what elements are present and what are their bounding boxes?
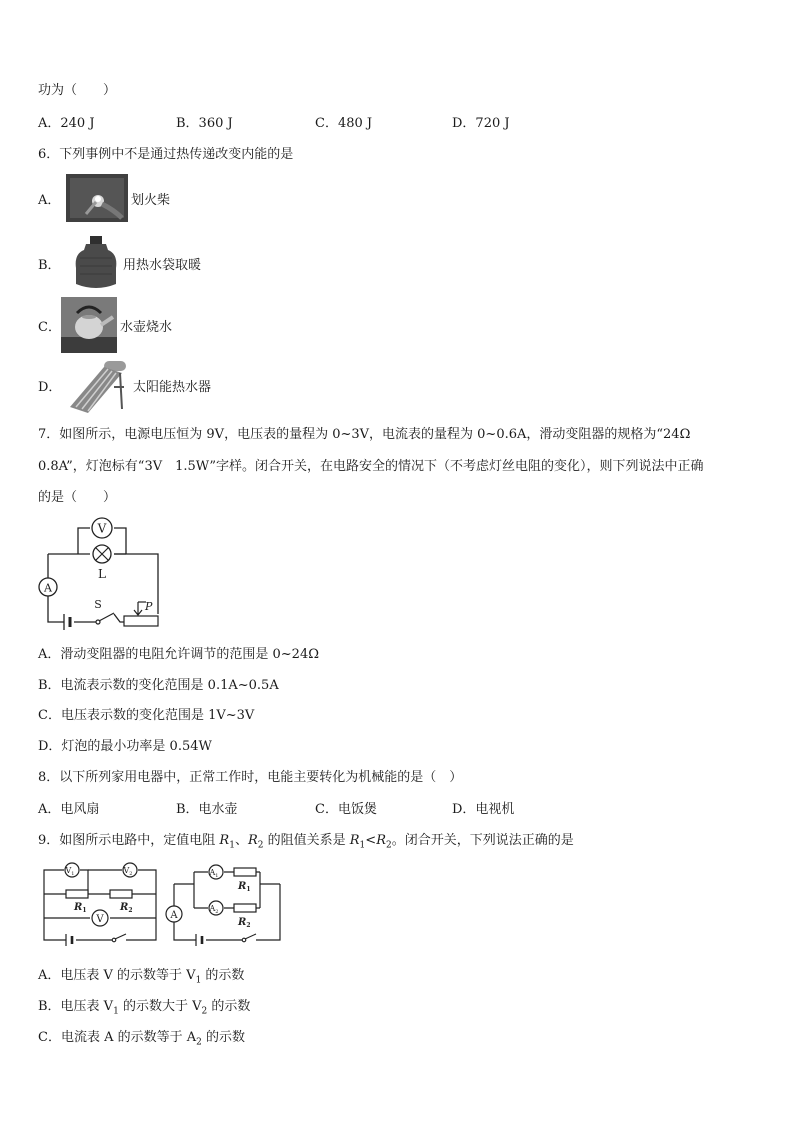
- lamp-icon: [93, 545, 111, 563]
- option-sub: 2: [196, 1037, 202, 1048]
- switch-icon: [112, 934, 126, 942]
- lamp-label: L: [98, 567, 106, 581]
- r1-sub: 1: [229, 840, 235, 851]
- r1-symbol: R: [349, 833, 360, 848]
- match-striking-icon: [66, 174, 128, 222]
- q8-option-d: D．电视机: [452, 802, 515, 817]
- v1-label: V: [65, 866, 72, 875]
- v1-sub: 1: [71, 871, 75, 877]
- option-caption: 太阳能热水器: [133, 379, 212, 395]
- q8-option-b: B．电水壶: [176, 802, 238, 817]
- r1-label: R: [74, 902, 83, 913]
- a-label: A: [170, 910, 178, 921]
- battery-icon: [64, 614, 70, 630]
- q7-option-c: C．电压表示数的变化范围是 1V~3V: [38, 708, 255, 723]
- q9-stem: [38, 832, 574, 855]
- r2-sub: 2: [128, 907, 133, 914]
- option-text: C．电流表 A 的示数等于 A: [38, 1030, 197, 1045]
- r1-sub: 1: [359, 840, 366, 851]
- resistor-r2-icon: [234, 904, 256, 912]
- r2-label: R: [238, 917, 247, 928]
- resistor-r1-icon: [234, 868, 256, 876]
- separator: 、: [234, 833, 248, 848]
- r1-sub: 1: [82, 907, 87, 914]
- q9-parallel-circuit-diagram: [164, 858, 284, 948]
- q6-option-c: [38, 297, 172, 353]
- hot-water-bag-icon: [72, 234, 120, 292]
- q7-stem-line-1: 7．如图所示，电源电压恒为 9V，电压表的量程为 0~3V，电流表的量程为 0~0.6A，滑动变阻器的规格为“24Ω: [38, 427, 691, 442]
- solar-water-heater-icon: [64, 357, 130, 413]
- q8-option-a: A．电风扇: [38, 802, 100, 817]
- switch-icon: [242, 934, 256, 942]
- q5-option-b: B．360 J: [176, 116, 233, 131]
- slider-arrow-icon: [134, 602, 142, 615]
- r1-symbol: R: [219, 833, 230, 848]
- q5-option-c: C．480 J: [315, 116, 373, 131]
- v-label: V: [96, 914, 104, 925]
- r2-sub: 2: [385, 840, 392, 851]
- r2-sub: 2: [257, 840, 264, 851]
- rheostat-icon: [124, 616, 158, 626]
- svg-text:R2: [119, 902, 133, 914]
- option-letter: D．: [38, 379, 62, 395]
- q6-stem: 6．下列事例中不是通过热传递改变内能的是: [38, 147, 294, 162]
- q5-stem-tail: 功为（ ）: [38, 83, 117, 98]
- r2-sub: 2: [246, 922, 251, 929]
- option-text: 的示数大于 V: [118, 999, 202, 1014]
- resistor-r1-icon: [66, 890, 88, 898]
- battery-icon: [196, 934, 202, 946]
- option-sub: 1: [113, 1006, 119, 1017]
- r1-label: R: [238, 881, 247, 892]
- q9-stem-text: 的阻值关系是: [263, 833, 350, 848]
- a2-label: A: [209, 904, 216, 913]
- svg-text:R1: [237, 881, 251, 893]
- q7-circuit-diagram: [34, 514, 166, 630]
- option-text: B．电压表 V: [38, 999, 114, 1014]
- q9-stem-text: 。闭合开关，下列说法正确的是: [391, 833, 574, 848]
- option-letter: C．: [38, 319, 61, 335]
- q9-option-a: [38, 967, 244, 990]
- voltmeter-label: V: [97, 521, 107, 536]
- option-text: 的示数: [201, 968, 245, 983]
- q8-stem: 8．以下所列家用电器中，正常工作时，电能主要转化为机械能的是（ ）: [38, 770, 463, 785]
- q6-option-d: [38, 357, 211, 413]
- option-sub: 2: [201, 1006, 208, 1017]
- battery-icon: [66, 934, 72, 946]
- r2-symbol: R: [247, 833, 258, 848]
- kettle-on-stove-icon: [61, 297, 117, 353]
- v2-label: V: [123, 866, 130, 875]
- r1-sub: 1: [246, 886, 251, 893]
- option-caption: 用热水袋取暖: [123, 257, 202, 273]
- option-text: A．电压表 V 的示数等于 V: [38, 968, 196, 983]
- q7-option-d: D．灯泡的最小功率是 0.54W: [38, 739, 212, 754]
- switch-icon: [96, 613, 114, 624]
- less-than-sign: <: [365, 833, 377, 848]
- slider-label: P: [145, 600, 153, 613]
- q7-stem-line-3: 的是（ ）: [38, 490, 117, 505]
- option-caption: 划火柴: [131, 192, 171, 208]
- q9-option-b: [38, 998, 250, 1021]
- svg-text:R1: [73, 902, 87, 914]
- option-text: 的示数: [207, 999, 251, 1014]
- q6-option-b: [38, 234, 201, 292]
- r2-label: R: [120, 902, 129, 913]
- svg-text:R2: [237, 917, 251, 929]
- option-letter: B．: [38, 257, 61, 273]
- q8-option-c: C．电饭煲: [315, 802, 377, 817]
- option-letter: A．: [38, 192, 61, 208]
- r2-symbol: R: [376, 833, 386, 848]
- q9-stem-text: 9．如图所示电路中，定值电阻: [38, 833, 220, 848]
- q7-option-a: A．滑动变阻器的电阻允许调节的范围是 0~24Ω: [38, 647, 320, 662]
- q7-option-b: B．电流表示数的变化范围是 0.1A~0.5A: [38, 678, 279, 693]
- a1-label: A: [209, 868, 216, 877]
- q6-option-a: [38, 174, 170, 222]
- q9-series-circuit-diagram: [40, 858, 160, 948]
- q9-option-c: [38, 1029, 245, 1052]
- ammeter-label: A: [44, 581, 52, 595]
- q7-stem-line-2: 0.8A”，灯泡标有“3V 1.5W”字样。闭合开关，在电路安全的情况下（不考虑灯丝电阻的变化），则下列说法中正确: [38, 459, 704, 474]
- a1-sub: 1: [215, 873, 219, 879]
- option-caption: 水壶烧水: [120, 319, 173, 335]
- switch-label: S: [94, 598, 102, 611]
- resistor-r2-icon: [110, 890, 132, 898]
- a2-sub: 2: [215, 909, 219, 915]
- v2-sub: 2: [129, 871, 133, 877]
- q5-option-a: A．240 J: [38, 116, 95, 131]
- option-text: 的示数: [201, 1030, 245, 1045]
- option-sub: 1: [195, 975, 202, 986]
- q5-option-d: D．720 J: [452, 116, 510, 131]
